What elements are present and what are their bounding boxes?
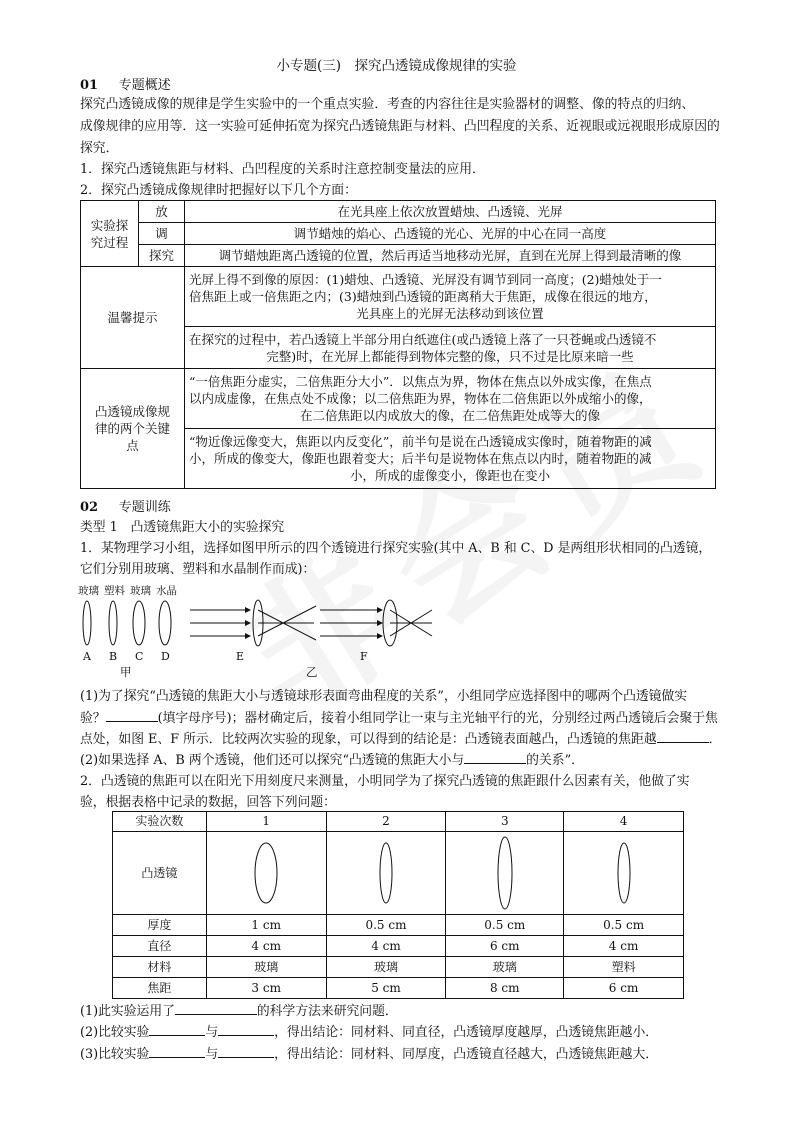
cell: 0.5 cm bbox=[326, 915, 446, 936]
figure-f-label: F bbox=[360, 650, 368, 663]
lens-set-figure bbox=[78, 598, 188, 648]
row-material-label: 材料 bbox=[113, 957, 207, 978]
lens-image-2 bbox=[326, 832, 446, 915]
intro-line-2: 成像规律的应用等．这一实验可延伸拓宽为探究凸透镜焦距与材料、凸凹程度的关系、近视眼或远视眼形成原因的 bbox=[80, 119, 720, 134]
lens-d bbox=[159, 601, 171, 645]
point-2: 2．探究凸透镜成像规律时把握好以下几个方面： bbox=[80, 183, 357, 198]
header-trial: 实验次数 bbox=[113, 812, 207, 832]
row-focal-label: 焦距 bbox=[113, 978, 207, 999]
material-label-2: 塑料 bbox=[104, 585, 125, 597]
type-1-heading: 类型 1 凸透镜焦距大小的实验探究 bbox=[80, 520, 285, 535]
cell: 4 cm bbox=[206, 936, 326, 957]
header-2: 2 bbox=[326, 812, 446, 832]
lens-image-1 bbox=[206, 832, 326, 915]
cell: 0.5 cm bbox=[446, 915, 564, 936]
question-1-1-line-1: (1)为了探究“凸透镜的焦距大小与透镜球形表面弯曲程度的关系”，小组同学应选择图中的哪两个凸透镜做实 bbox=[80, 689, 688, 704]
cell: 玻璃 bbox=[446, 957, 564, 978]
cell: 4 cm bbox=[326, 936, 446, 957]
lens-letter-b: B bbox=[109, 650, 118, 663]
section-1-heading: 01 专题概述 bbox=[80, 78, 171, 93]
answer-blank-2[interactable] bbox=[657, 730, 709, 743]
material-label-4: 水晶 bbox=[156, 585, 177, 597]
header-1: 1 bbox=[206, 812, 326, 832]
figure-yi-label: 乙 bbox=[306, 665, 318, 679]
answer-blank-5[interactable] bbox=[149, 1023, 205, 1036]
lens-a bbox=[83, 601, 91, 645]
cell: 塑料 bbox=[564, 957, 684, 978]
key-points-label: 凸透镜成像规 律的两个关键 点 bbox=[81, 369, 185, 489]
lens-b bbox=[109, 601, 117, 645]
figure-jia-label: 甲 bbox=[120, 665, 132, 679]
intro-line-1: 探究凸透镜成像的规律是学生实验中的一个重点实验．考查的内容往往是实验器材的调整、像的特点的归纳、 bbox=[80, 97, 695, 112]
question-1-2-line: (2)如果选择 A、B 两个透镜，他们还可以探究“凸透镜的焦距大小与 的关系”． bbox=[80, 753, 584, 768]
lens-data-table bbox=[112, 811, 684, 999]
lens-letter-d: D bbox=[161, 650, 170, 663]
cell: 玻璃 bbox=[326, 957, 446, 978]
question-1-1-line-2: 验？ (填字母序号)；器材确定后，接着小组同学让一束与主光轴平行的光，分别经过两凸透镜后会聚于焦 bbox=[80, 711, 718, 726]
section-2-heading: 02 专题训练 bbox=[80, 500, 171, 515]
question-1-line-1: 1．某物理学习小组，选择如图甲所示的四个透镜进行探究实验(其中 A、B 和 C、D 是两组形状相同的凸透镜， bbox=[80, 541, 712, 556]
ray-diagram-e bbox=[188, 598, 318, 650]
point-1: 1．探究凸透镜焦距与材料、凸凹程度的关系时注意控制变量法的应用． bbox=[80, 162, 485, 177]
cell: 玻璃 bbox=[206, 957, 326, 978]
question-2-line-1: 2．凸透镜的焦距可以在阳光下用刻度尺来测量，小明同学为了探究凸透镜的焦距跟什么因素有关，他做了实 bbox=[80, 774, 690, 789]
question-2-1-line: (1)此实验运用了 的科学方法来研究问题． bbox=[80, 1004, 398, 1019]
intro-line-3: 探究． bbox=[80, 141, 119, 156]
process-key-1: 放 bbox=[139, 201, 185, 223]
lens-row-label: 凸透镜 bbox=[113, 832, 207, 915]
cell: 8 cm bbox=[446, 978, 564, 999]
cell: 5 cm bbox=[326, 978, 446, 999]
process-key-3: 探究 bbox=[139, 245, 185, 267]
key-1-cell: “一倍焦距分虚实，二倍焦距分大小”．以焦点为界，物体在焦点以外成实像，在焦点 以内成虚像，在焦点处不成像；以二倍焦距为界，物体在二倍焦距以外成缩小的像， 在二倍焦距以内成放大的像，在二倍焦距处成等大的像 bbox=[185, 369, 716, 429]
lens-image-4 bbox=[564, 832, 684, 915]
page-title: 小专题(三) 探究凸透镜成像规律的实验 bbox=[276, 58, 517, 74]
process-label: 实验探 究过程 bbox=[81, 201, 139, 267]
process-val-3: 调节蜡烛距离凸透镜的位置，然后再适当地移动光屏，直到在光屏上得到最清晰的像 bbox=[185, 245, 716, 267]
process-key-2: 调 bbox=[139, 223, 185, 245]
question-2-2-line: (2)比较实验 与 ，得出结论：同材料、同直径，凸透镜厚度越厚，凸透镜焦距越小． bbox=[80, 1025, 659, 1040]
header-3: 3 bbox=[446, 812, 564, 832]
answer-blank-7[interactable] bbox=[149, 1045, 205, 1058]
answer-blank-4[interactable] bbox=[175, 1002, 257, 1015]
tips-label: 温馨提示 bbox=[81, 267, 185, 369]
figure-e-label: E bbox=[236, 650, 245, 663]
answer-blank-8[interactable] bbox=[218, 1045, 274, 1058]
lens-letter-c: C bbox=[135, 650, 144, 663]
question-2-line-2: 验，根据表格中记录的数据，回答下列问题： bbox=[80, 795, 336, 810]
process-val-2: 调节蜡烛的焰心、凸透镜的光心、光屏的中心在同一高度 bbox=[185, 223, 716, 245]
lens-letter-a: A bbox=[83, 650, 91, 663]
question-2-3-line: (3)比较实验 与 ，得出结论：同材料、同厚度，凸透镜直径越大，凸透镜焦距越大． bbox=[80, 1047, 659, 1062]
cell: 6 cm bbox=[564, 978, 684, 999]
cell: 1 cm bbox=[206, 915, 326, 936]
answer-blank-6[interactable] bbox=[218, 1023, 274, 1036]
lens-image-3 bbox=[446, 832, 564, 915]
header-4: 4 bbox=[564, 812, 684, 832]
material-label-3: 玻璃 bbox=[130, 585, 151, 597]
process-val-1: 在光具座上依次放置蜡烛、凸透镜、光屏 bbox=[185, 201, 716, 223]
key-2-cell: “物近像远像变大，焦距以内反变化”，前半句是说在凸透镜成实像时，随着物距的减 小，所成的像变大，像距也跟着变大；后半句是说物体在焦点以内时，随着物距的减 小，所成的虚像变小，像距也在变小 bbox=[185, 429, 716, 489]
cell: 6 cm bbox=[446, 936, 564, 957]
cell: 4 cm bbox=[564, 936, 684, 957]
question-1-1-line-3: 点处，如图 E、F 所示．比较两次实验的现象，可以得到的结论是：凸透镜表面越凸，凸透镜的焦距越 ． bbox=[80, 732, 722, 747]
cell: 3 cm bbox=[206, 978, 326, 999]
ray-diagram-f bbox=[318, 598, 436, 650]
material-label-1: 玻璃 bbox=[78, 585, 99, 597]
question-1-line-2: 它们分别用玻璃、塑料和水晶制作而成)： bbox=[80, 562, 316, 577]
cell: 0.5 cm bbox=[564, 915, 684, 936]
answer-blank-3[interactable] bbox=[464, 751, 526, 764]
summary-table bbox=[80, 200, 716, 489]
tip-1-cell: 光屏上得不到像的原因：(1)蜡烛、凸透镜、光屏没有调节到同一高度；(2)蜡烛处于一 倍焦距上或一倍焦距之内；(3)蜡烛到凸透镜的距离稍大于焦距，成像在很远的地方， 光具座上的光屏无法移动到该位置 bbox=[185, 267, 716, 327]
row-diameter-label: 直径 bbox=[113, 936, 207, 957]
tip-2-cell: 在探究的过程中，若凸透镜上半部分用白纸遮住(或凸透镜上落了一只苍蝇或凸透镜不 完整)时，在光屏上都能得到物体完整的像，只不过是比原来暗一些 bbox=[185, 327, 716, 369]
answer-blank-1[interactable] bbox=[106, 709, 158, 722]
lens-c bbox=[133, 601, 145, 645]
row-thickness-label: 厚度 bbox=[113, 915, 207, 936]
